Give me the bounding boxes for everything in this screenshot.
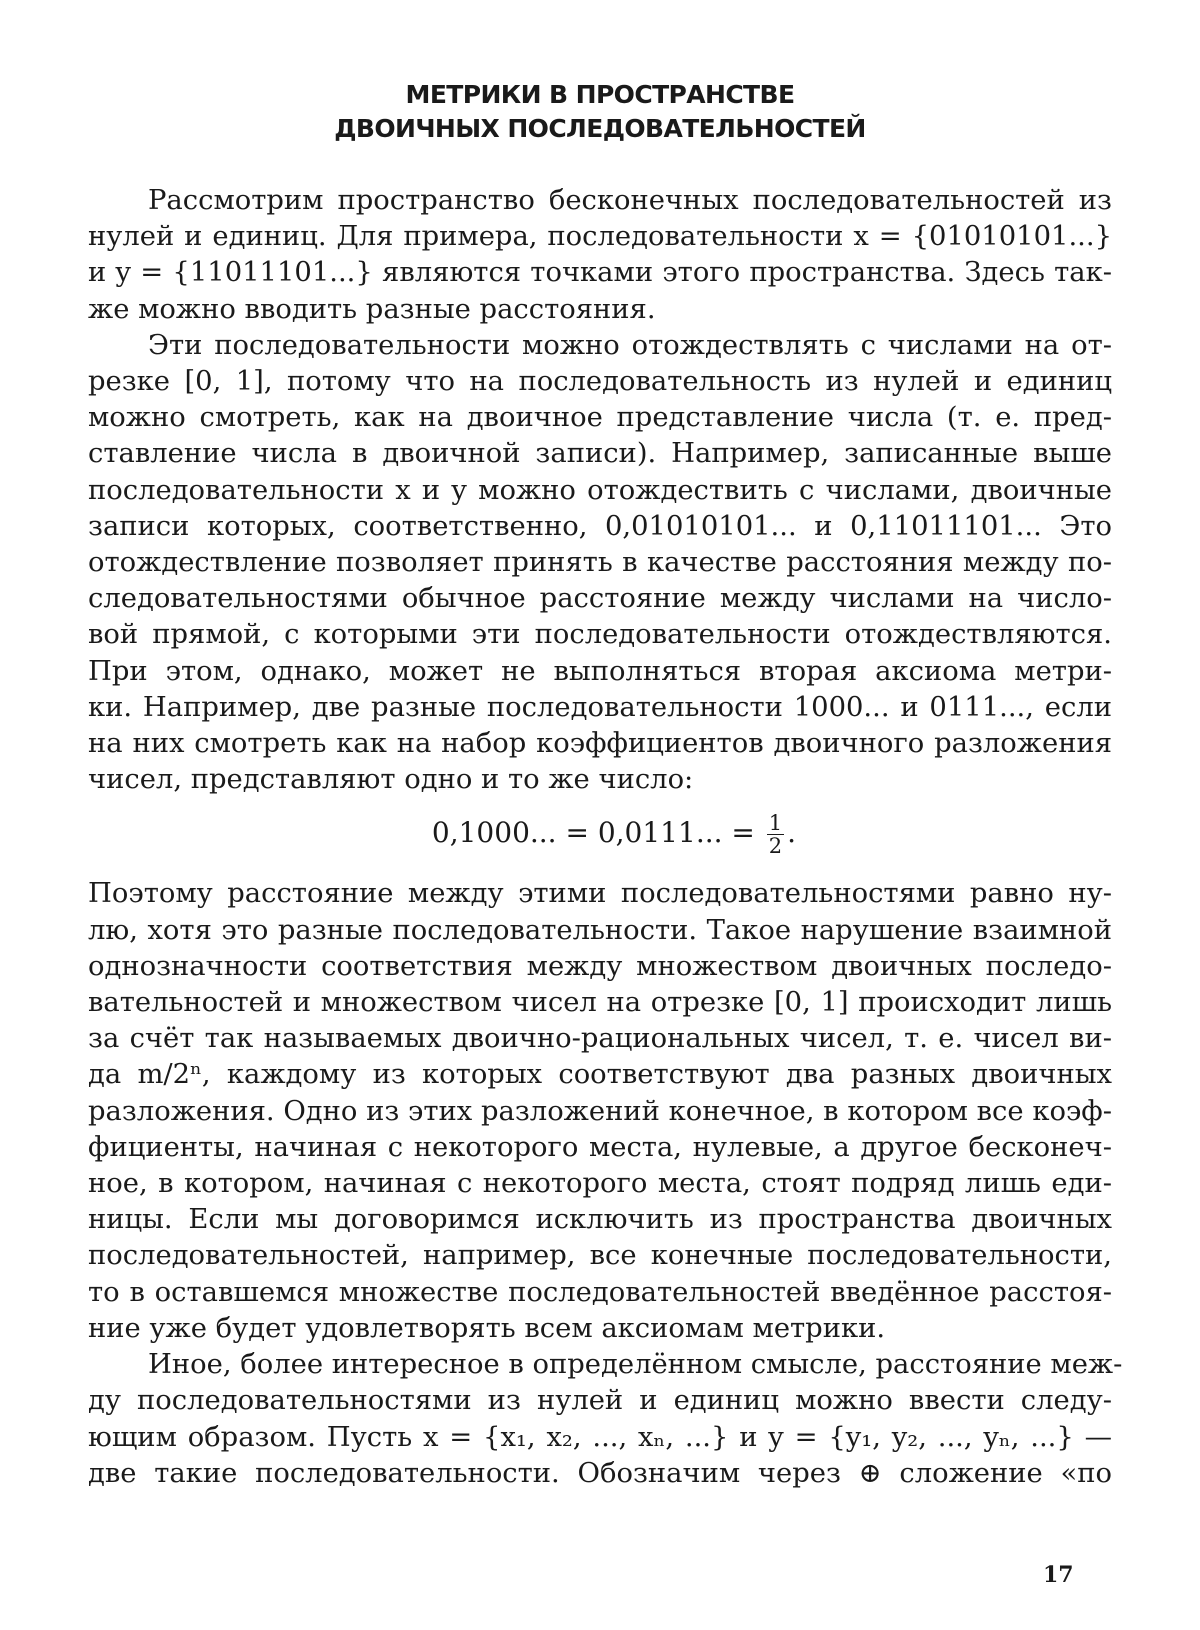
text-line: же можно вводить разные расстояния. (88, 293, 656, 325)
formula-left: 0,1000... = 0,0111... = (431, 816, 755, 850)
text-line: резке [0, 1], потому что на последовательность из нулей и единиц (88, 366, 1112, 398)
paragraph-3 (88, 876, 1112, 1347)
display-formula (88, 802, 1112, 864)
text-line: вательностей и множеством чисел на отрезке [0, 1] происходит лишь (88, 987, 1112, 1019)
fraction-denominator: 2 (768, 834, 783, 859)
text-line: ное, в котором, начиная с некоторого места, стоят подряд лишь еди- (88, 1168, 1112, 1200)
text-line: ду последовательностями из нулей и единиц можно ввести следу- (88, 1385, 1112, 1417)
text-line: Поэтому расстояние между этими последовательностями равно ну- (88, 878, 1112, 910)
paragraph-4 (88, 1347, 1123, 1492)
text-line: последовательности x и y можно отождествить с числами, двоичные (88, 474, 1112, 506)
text-line: да m/2ⁿ, каждому из которых соответствуют два разных двоичных (88, 1059, 1112, 1091)
text-line: лю, хотя это разные последовательности. Такое нарушение взаимной (88, 914, 1112, 946)
text-line: ние уже будет удовлетворять всем аксиомам метрики. (88, 1312, 886, 1344)
text-line: на них смотреть как на набор коэффициентов двоичного разложения (88, 728, 1112, 760)
text-line: При этом, однако, может не выполняться вторая аксиома метри- (88, 655, 1112, 687)
text-line: однозначности соответствия между множеством двоичных последо- (88, 950, 1112, 982)
text-line: последовательностей, например, все конечные последовательности, (88, 1240, 1112, 1272)
text-line: за счёт так называемых двоично-рациональных чисел, т. е. чисел ви- (88, 1023, 1112, 1055)
text-line: фициенты, начиная с некоторого места, нулевые, а другое бесконеч- (88, 1131, 1112, 1163)
text-line: ставление числа в двоичной записи). Например, записанные выше (88, 438, 1112, 470)
text-line: ющим образом. Пусть x = {x₁, x₂, ..., xₙ, ...} и y = {y₁, y₂, ..., yₙ, ...} — (88, 1421, 1112, 1453)
text-line: Рассмотрим пространство бесконечных последовательностей из (148, 185, 1112, 216)
section-heading (88, 78, 1112, 146)
page-number: 17 (1043, 1562, 1074, 1588)
paragraph-2 (88, 328, 1112, 799)
heading-line: МЕТРИКИ В ПРОСТРАНСТВЕ (405, 80, 795, 109)
text-line: чисел, представляют одно и то же число: (88, 764, 694, 796)
text-line: вой прямой, с которыми эти последовательности отождествляются. (88, 619, 1112, 651)
text-line: можно смотреть, как на двоичное представление числа (т. е. пред- (88, 402, 1112, 434)
fraction (767, 812, 784, 857)
text-line: две такие последовательности. Обозначим через ⊕ сложение «по (88, 1457, 1112, 1489)
text-line: то в оставшемся множестве последовательностей введённое расстоя- (88, 1276, 1112, 1308)
text-line: разложения. Одно из этих разложений конечное, в котором все коэф- (88, 1095, 1112, 1127)
text-line: и y = {11011101...} являются точками этого пространства. Здесь так- (88, 257, 1112, 289)
heading-line: ДВОИЧНЫХ ПОСЛЕДОВАТЕЛЬНОСТЕЙ (334, 114, 866, 143)
text-line: ки. Например, две разные последовательности 1000... и 0111..., если (88, 691, 1112, 723)
text-line: следовательностями обычное расстояние между числами на число- (88, 583, 1112, 615)
text-line: записи которых, соответственно, 0,01010101... и 0,11011101... Это (88, 510, 1112, 542)
text-line: отождествление позволяет принять в качестве расстояния между по- (88, 547, 1112, 579)
formula-period: . (787, 816, 797, 850)
page-content (88, 78, 1123, 1492)
text-line: Иное, более интересное в определённом смысле, расстояние меж- (148, 1349, 1123, 1381)
paragraph-1 (88, 183, 1112, 328)
fraction-numerator: 1 (768, 811, 783, 836)
text-line: ницы. Если мы договоримся исключить из пространства двоичных (88, 1204, 1112, 1236)
text-line: нулей и единиц. Для примера, последовательности x = {01010101...} (88, 221, 1112, 253)
text-line: Эти последовательности можно отождествлять с числами на от- (148, 329, 1112, 361)
